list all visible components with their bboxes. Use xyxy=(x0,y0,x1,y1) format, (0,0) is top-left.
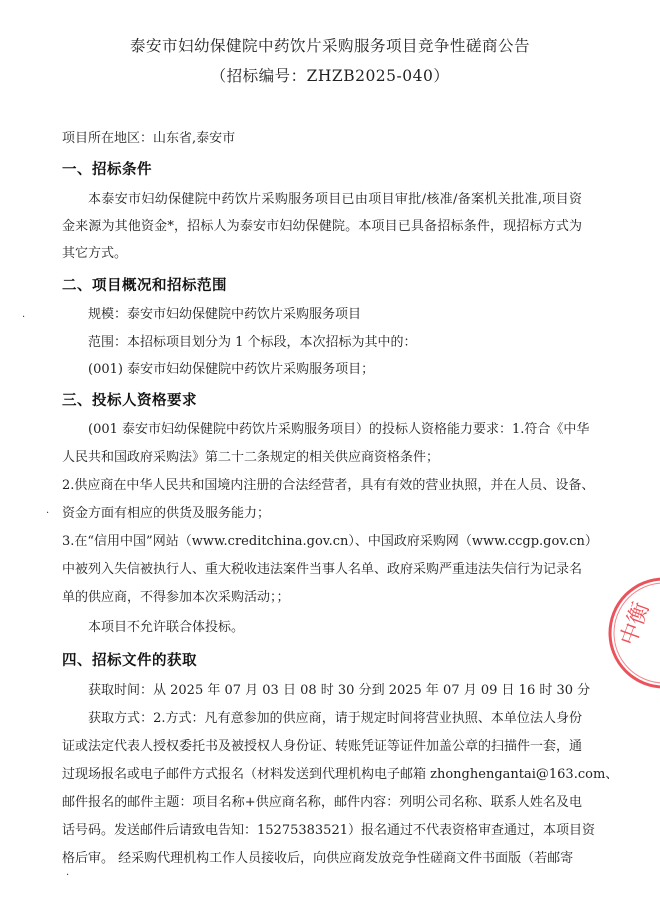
section-4-line: 证或法定代表人授权委托书及被授权人身份证、转账凭证等证件加盖公章的扫描件一套，通 xyxy=(62,739,583,754)
section-1-line: 其它方式。 xyxy=(62,246,128,261)
section-3-line: 3.在“信用中国”网站（www.creditchina.gov.cn）、中国政府采购网（www.ccgp.gov.cn） xyxy=(62,534,598,549)
section-4-line: 邮件报名的邮件主题：项目名称+供应商名称，邮件内容：列明公司名称、联系人姓名及电 xyxy=(62,795,582,810)
tender-code: （招标编号：ZHZB2025-040） xyxy=(210,67,450,85)
section-4-line: 获取方式：2.方式：凡有意参加的供应商，请于规定时间将营业执照、本单位法人身份 xyxy=(88,711,582,726)
section-1-line: 本泰安市妇幼保健院中药饮片采购服务项目已由项目审批/核准/备案机关批准,项目资 xyxy=(88,192,582,207)
section-4-line: 格后审。 经采购代理机构工作人员接收后，向供应商发放竞争性磋商文件书面版（若邮寄 xyxy=(62,851,574,866)
section-3-line: 人民共和国政府采购法》第二十二条规定的相关供应商资格条件； xyxy=(62,450,440,465)
section-2-line: 规模：泰安市妇幼保健院中药饮片采购服务项目 xyxy=(88,307,362,322)
section-4-line: 话号码。发送邮件后请致电告知：15275383521）报名通过不代表资格审查通过，本项目资 xyxy=(62,823,595,838)
section-3-line: 2.供应商在中华人民共和国境内注册的合法经营者，具有有效的营业执照，并在人员、设备、 xyxy=(62,478,595,493)
section-2-line: (001) 泰安市妇幼保健院中药饮片采购服务项目； xyxy=(88,362,375,377)
document-title: 泰安市妇幼保健院中药饮片采购服务项目竞争性磋商公告 xyxy=(129,37,530,55)
section-3-line: (001 泰安市妇幼保健院中药饮片采购服务项目）的投标人资格能力要求：1.符合《中华 xyxy=(88,422,590,437)
scan-mark: · xyxy=(66,870,70,881)
official-seal-stamp xyxy=(606,575,660,695)
section-4-heading: 四、招标文件的获取 xyxy=(62,653,197,669)
section-1-heading: 一、招标条件 xyxy=(62,162,152,178)
section-3-heading: 三、投标人资格要求 xyxy=(62,393,197,409)
section-3-line: 本项目不允许联合体投标。 xyxy=(88,620,245,635)
section-4-line: 获取时间：从 2025 年 07 月 03 日 08 时 30 分到 2025 年 07 月 09 日 16 时 30 分 xyxy=(88,683,591,698)
scan-mark: · xyxy=(46,508,50,519)
section-3-line: 资金方面有相应的供货及服务能力； xyxy=(62,506,271,521)
project-region: 项目所在地区：山东省,泰安市 xyxy=(62,131,236,146)
section-2-line: 范围：本招标项目划分为 1 个标段，本次招标为其中的： xyxy=(88,335,417,350)
section-2-heading: 二、项目概况和招标范围 xyxy=(62,278,227,294)
stamp-text: 中衡 xyxy=(616,599,655,650)
scan-mark: · xyxy=(22,312,26,323)
section-1-line: 金来源为其他资金*，招标人为泰安市妇幼保健院。本项目已具备招标条件，现招标方式为 xyxy=(62,219,582,234)
section-3-line: 中被列入失信被执行人、重大税收违法案件当事人名单、政府采购严重违法失信行为记录名 xyxy=(62,562,583,577)
section-4-line: 过现场报名或电子邮件方式报名（材料发送到代理机构电子邮箱 zhonghengantai@163.com、 xyxy=(62,767,619,782)
section-3-line: 单的供应商，不得参加本次采购活动；； xyxy=(62,590,290,605)
